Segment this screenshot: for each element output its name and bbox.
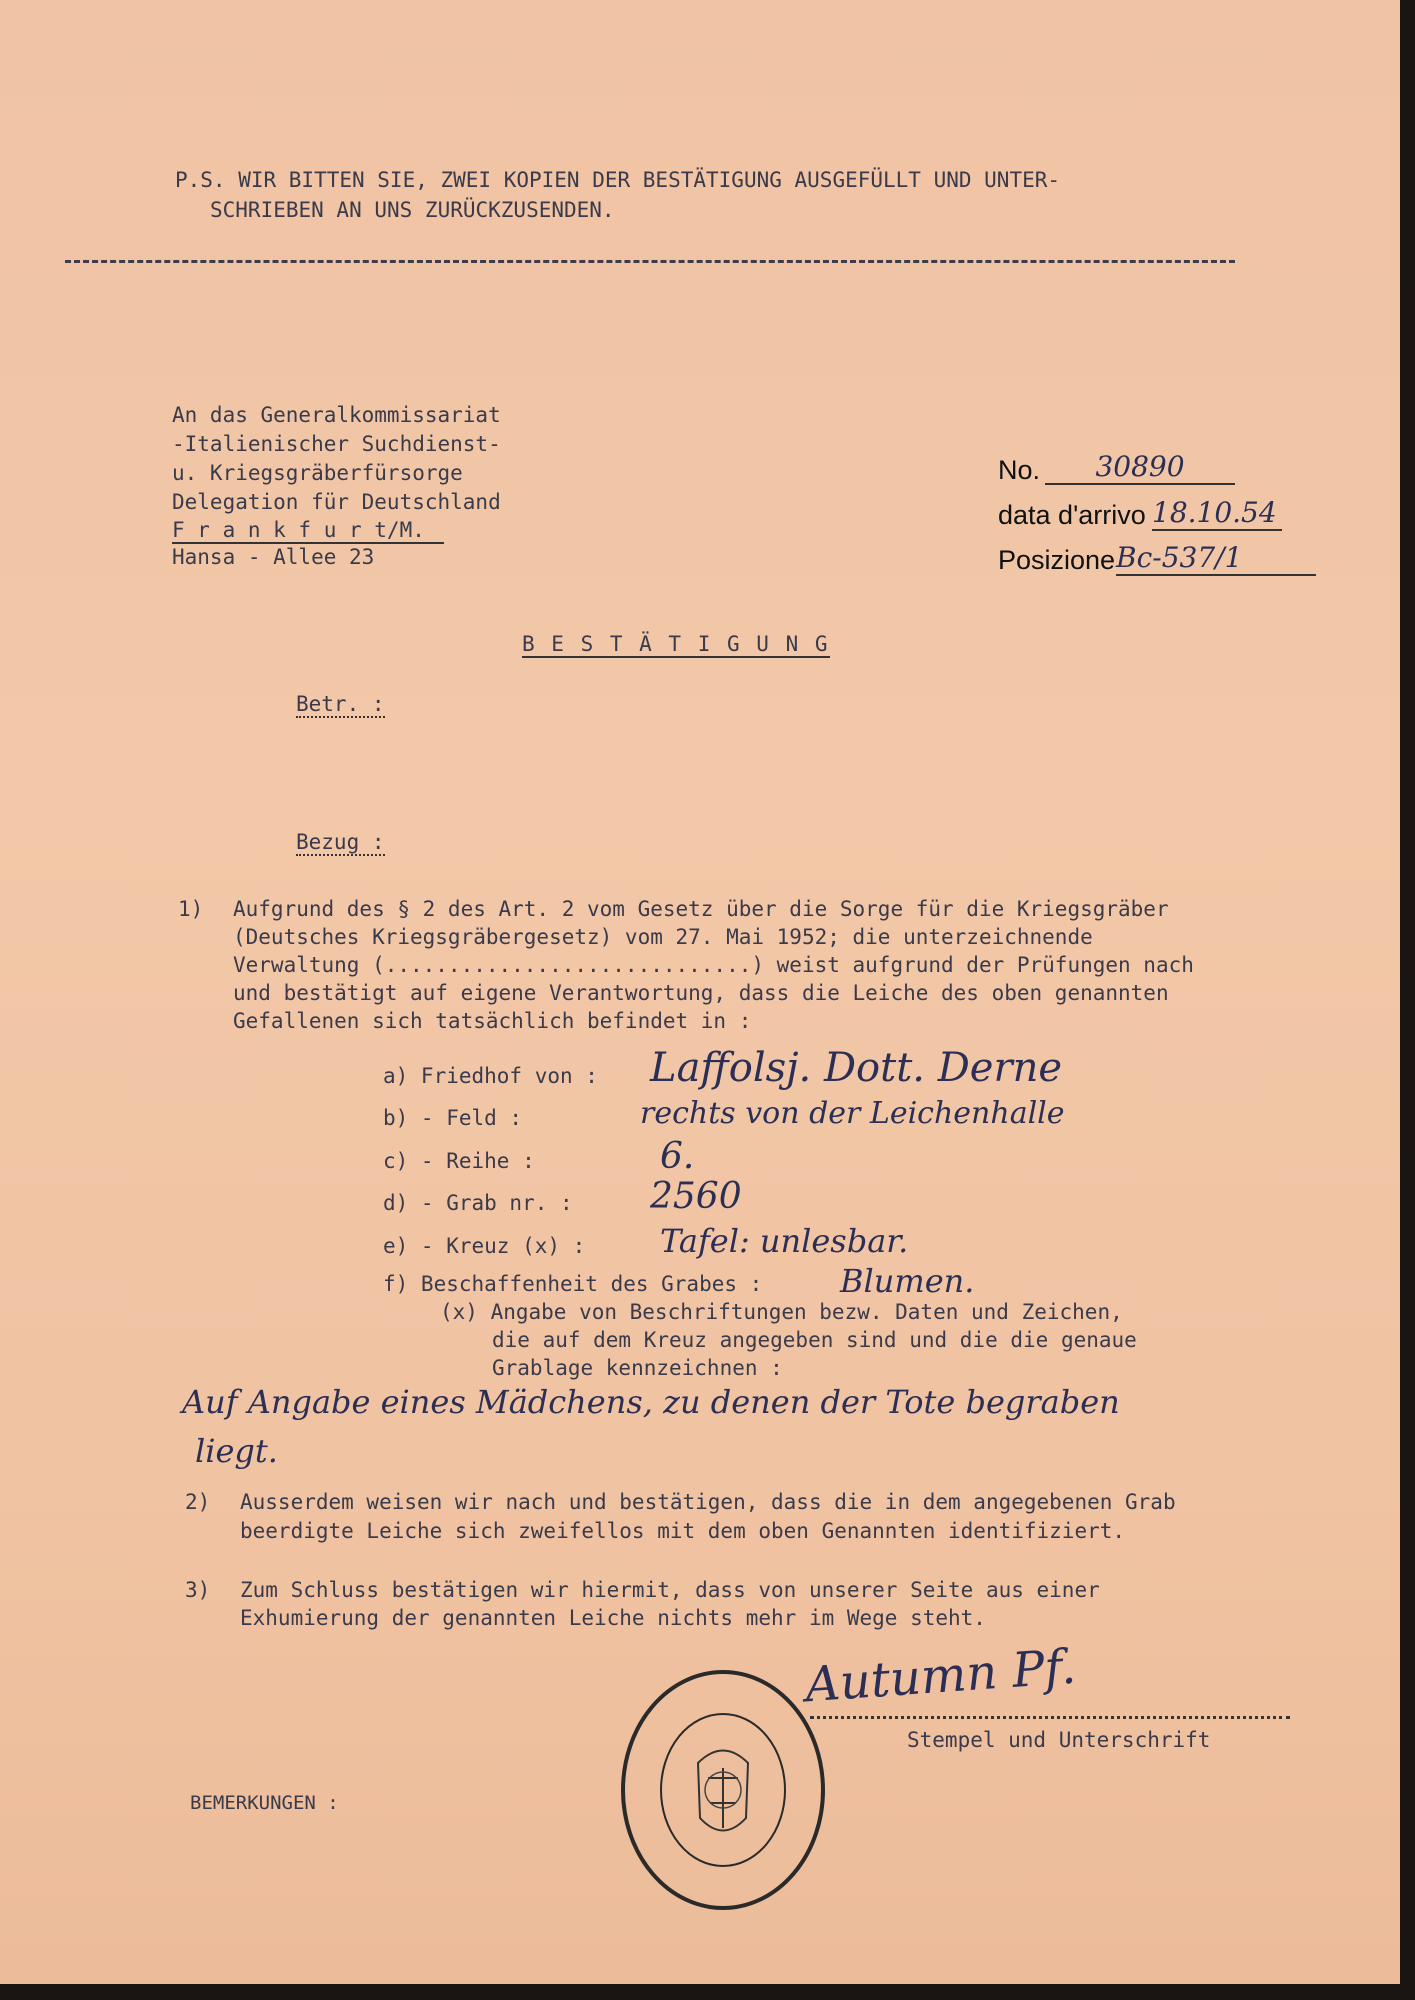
cross-note-line2: die auf dem Kreuz angegeben sind und die die genaue: [492, 1328, 1137, 1352]
para1-line5: Gefallenen sich tatsächlich befindet in :: [233, 1009, 752, 1033]
para1-line2: (Deutsches Kriegsgräbergesetz) vom 27. Mai 1952; die unterzeichnende: [233, 925, 1093, 949]
registry-date-label: data d'arrivo: [998, 500, 1146, 530]
betr-label: Betr. :: [296, 692, 385, 716]
registry-no-label: No.: [998, 455, 1041, 485]
field-e-label: e) - Kreuz (x) :: [383, 1234, 586, 1258]
handwritten-note-line2: liegt.: [195, 1432, 278, 1470]
cross-note-line1: (x) Angabe von Beschriftungen bezw. Daten und Zeichen,: [440, 1300, 1123, 1324]
para2-line2: beerdigte Leiche sich zweifellos mit dem oben Genannten identifiziert.: [240, 1519, 1126, 1543]
field-e-value: Tafel: unlesbar.: [660, 1222, 909, 1260]
para3-line2: Exhumierung der genannten Leiche nichts mehr im Wege steht.: [240, 1606, 986, 1630]
handwritten-note-line1: Auf Angabe eines Mädchens, zu denen der Tote begraben: [182, 1383, 1120, 1421]
header-note-line1: P.S. WIR BITTEN SIE, ZWEI KOPIEN DER BESTÄTIGUNG AUSGEFÜLLT UND UNTER-: [175, 168, 1061, 192]
address-line3: u. Kriegsgräberfürsorge: [172, 461, 463, 485]
field-a-label: a) Friedhof von :: [383, 1064, 598, 1088]
separator-line: [65, 260, 1235, 263]
field-c-label: c) - Reihe :: [383, 1149, 535, 1173]
para1-line4: und bestätigt auf eigene Verantwortung, dass die Leiche des oben genannten: [233, 981, 1169, 1005]
para3-number: 3): [185, 1578, 211, 1602]
field-d-value: 2560: [650, 1176, 742, 1217]
registry-date-value: 18.10.54: [1152, 496, 1282, 531]
header-note-line2: SCHRIEBEN AN UNS ZURÜCKZUSENDEN.: [210, 198, 615, 222]
field-b-label: b) - Feld :: [383, 1106, 523, 1130]
address-line4: Delegation für Deutschland: [172, 490, 501, 514]
para2-line1: Ausserdem weisen wir nach und bestätigen, dass die in dem angegebenen Grab: [240, 1490, 1176, 1514]
address-line6: Hansa - Allee 23: [172, 545, 375, 569]
para3-line1: Zum Schluss bestätigen wir hiermit, dass von unserer Seite aus einer: [240, 1578, 1100, 1602]
document-title: B E S T Ä T I G U N G: [522, 632, 830, 656]
registry-no-value: 30890: [1045, 450, 1235, 485]
registry-position-label: Posizione: [998, 545, 1116, 575]
para1-line3: Verwaltung (.............................) weist aufgrund der Prüfungen nach: [233, 953, 1194, 977]
remarks-label: BEMERKUNGEN :: [190, 1792, 339, 1814]
bezug-label: Bezug :: [296, 830, 385, 854]
para1-number: 1): [178, 897, 204, 921]
para2-number: 2): [185, 1490, 211, 1514]
parish-seal-icon: [618, 1668, 828, 1913]
address-line2: -Italienischer Suchdienst-: [172, 432, 501, 456]
cross-note-line3: Grablage kennzeichnen :: [492, 1356, 783, 1380]
address-line1: An das Generalkommissariat: [172, 403, 501, 427]
signature-label: Stempel und Unterschrift: [907, 1728, 1211, 1752]
field-c-value: 6.: [660, 1136, 695, 1177]
address-line5: F r a n k f u r t/M.: [172, 518, 444, 544]
field-f-value: Blumen.: [840, 1262, 975, 1300]
field-d-label: d) - Grab nr. :: [383, 1191, 573, 1215]
registry-position-value: Bc-537/1: [1116, 541, 1316, 576]
signature: Autumn Pf.: [803, 1638, 1078, 1714]
field-f-label: f) Beschaffenheit des Grabes :: [383, 1272, 763, 1296]
field-a-value: Laffolsj. Dott. Derne: [650, 1045, 1063, 1091]
field-b-value: rechts von der Leichenhalle: [640, 1096, 1065, 1131]
signature-line: [810, 1716, 1290, 1719]
para1-line1: Aufgrund des § 2 des Art. 2 vom Gesetz über die Sorge für die Kriegsgräber: [233, 897, 1169, 921]
